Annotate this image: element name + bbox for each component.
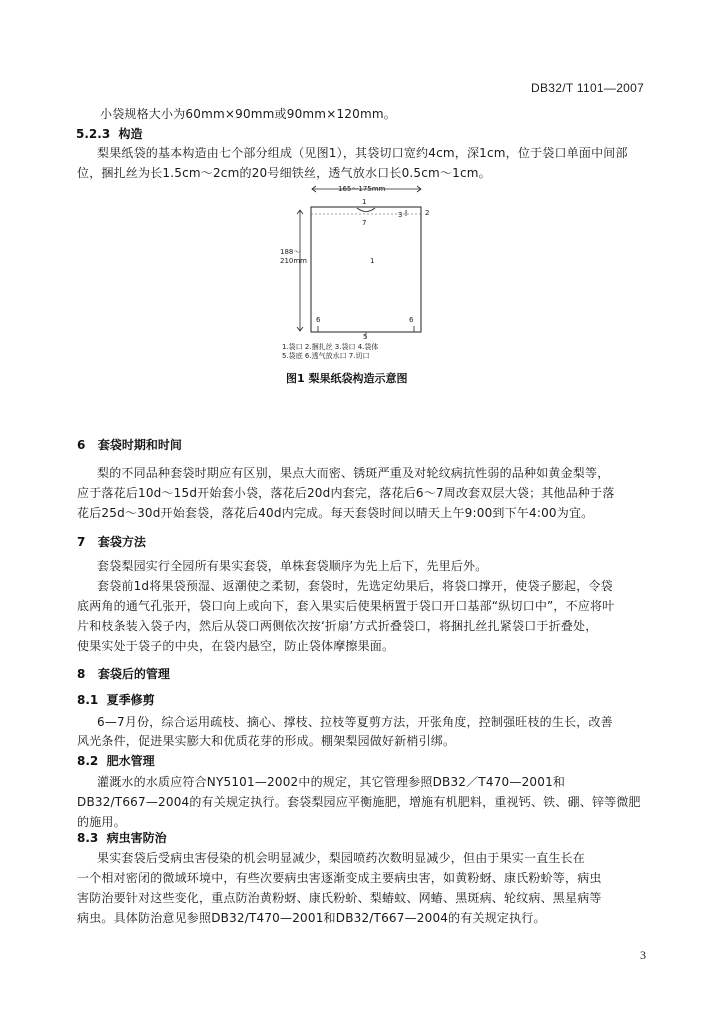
section-title: 套袋后的管理 <box>97 667 170 681</box>
section-heading <box>77 438 182 452</box>
section-title: 套袋时期和时间 <box>97 438 182 452</box>
section-heading <box>77 754 155 768</box>
body-text-line: 一个相对密闭的微域环境中，有些次要病虫害逐渐变成主要病虫害，如黄粉蚜、康氏粉蚧等，病虫 <box>77 871 602 885</box>
figure-width-dimension: 165～175mm <box>338 185 386 193</box>
standard-code: DB32/T 1101—2007 <box>531 81 645 95</box>
body-text-line: 位，捆扎丝为长1.5cm～2cm的20号细铁丝，透气放水口长0.5cm～1cm。 <box>77 166 491 180</box>
body-text-line: 使果实处于袋子的中央，在袋内悬空，防止袋体摩擦果面。 <box>77 639 395 653</box>
section-number: 8.2 <box>77 754 99 768</box>
figure-height-dimension-1: 188～ <box>280 248 301 256</box>
figure-label: 1 <box>362 198 367 206</box>
body-text-line: DB32/T667—2004的有关规定执行。套袋梨园应平衡施肥，增施有机肥料，重视钙、铁、硼、锌等微肥 <box>77 795 641 809</box>
figure-label: 1 <box>370 257 375 265</box>
figure-label: 6 <box>316 316 321 324</box>
figure-legend-line: 5.袋底 6.透气放水口 7.切口 <box>282 352 370 360</box>
figure-label: 5 <box>363 333 368 341</box>
body-text-line: 应于落花后10d～15d开始套小袋，落花后20d内套完，落花后6～7周改套双层大袋；其他品种于落 <box>77 486 615 500</box>
section-number: 8.3 <box>77 831 99 845</box>
figure-height-dimension-2: 210mm <box>280 257 307 265</box>
body-text-line: 灌溉水的水质应符合NY5101—2002中的规定，其它管理参照DB32／T470—2001和 <box>97 775 566 789</box>
section-heading <box>77 831 167 845</box>
body-text-line: 小袋规格大小为60mm×90mm或90mm×120mm。 <box>100 107 396 121</box>
figure-label: 3 <box>398 211 403 219</box>
body-text-line: 病虫。具体防治意见参照DB32/T470—2001和DB32/T667—2004的有关规定执行。 <box>77 911 546 925</box>
figure-label: 6 <box>409 316 414 324</box>
figure-legend-line: 1.袋口 2.捆扎丝 3.袋口 4.袋体 <box>282 343 379 351</box>
body-text-line: 套袋梨园实行全园所有果实套袋，单株套袋顺序为先上后下，先里后外。 <box>97 559 488 573</box>
section-heading <box>77 535 146 549</box>
section-title: 肥水管理 <box>106 754 155 768</box>
body-text-line: 害防治要针对这些变化，重点防治黄粉蚜、康氏粉蚧、梨蝽蚊、网蝽、黑斑病、轮纹病、黑星病等 <box>77 891 602 905</box>
body-text-line: 的施用。 <box>77 815 126 829</box>
figure-label: 7 <box>362 219 367 227</box>
section-title: 病虫害防治 <box>106 831 167 845</box>
body-text-line: 花后25d～30d开始套袋，落花后40d内完成。每天套袋时间以晴天上午9:00到下午4:00为宜。 <box>77 506 594 520</box>
section-number: 7 <box>77 535 86 549</box>
body-text-line: 梨果纸袋的基本构造由七个部分组成（见图1），其袋切口宽约4cm，深1cm，位于袋口单面中间部 <box>97 146 628 160</box>
page-number: 3 <box>640 948 646 962</box>
body-text-line: 果实套袋后受病虫害侵染的机会明显减少，梨园喷药次数明显减少，但由于果实一直生长在 <box>97 851 586 865</box>
cut-mark <box>357 208 375 212</box>
section-heading <box>76 127 143 141</box>
body-text-line: 风光条件，促进果实膨大和优质花芽的形成。棚架梨园做好新梢引绑。 <box>77 734 456 748</box>
body-text-line: 6—7月份，综合运用疏枝、摘心、撑枝、拉枝等夏剪方法，开张角度，控制强旺枝的生长，改善 <box>97 715 613 729</box>
body-text-line: 梨的不同品种套袋时期应有区别，果点大而密、锈斑严重及对轮纹病抗性弱的品种如黄金梨等， <box>97 466 610 480</box>
section-heading <box>77 693 155 707</box>
section-heading <box>77 667 170 681</box>
section-number: 6 <box>77 438 86 452</box>
body-text-line: 底两角的通气孔张开，袋口向上或向下，套入果实后使果柄置于袋口开口基部“纵切口中”，不应将叶 <box>77 599 615 613</box>
section-title: 夏季修剪 <box>106 693 155 707</box>
body-text-line: 套袋前1d将果袋预湿、返潮使之柔韧，套袋时，先选定幼果后，将袋口撑开，使袋子膨起，令袋 <box>97 579 613 593</box>
section-title: 套袋方法 <box>97 535 146 549</box>
section-number: 5.2.3 <box>76 127 111 141</box>
figure-caption: 图1 梨果纸袋构造示意图 <box>286 372 408 385</box>
figure-label: 2 <box>425 209 430 217</box>
section-number: 8.1 <box>77 693 99 707</box>
body-text-line: 片和枝条装入袋子内，然后从袋口两侧依次按‘折扇’方式折叠袋口，将捆扎丝扎紧袋口于折叠处， <box>77 619 598 633</box>
section-title: 构造 <box>118 127 143 141</box>
section-number: 8 <box>77 667 86 681</box>
